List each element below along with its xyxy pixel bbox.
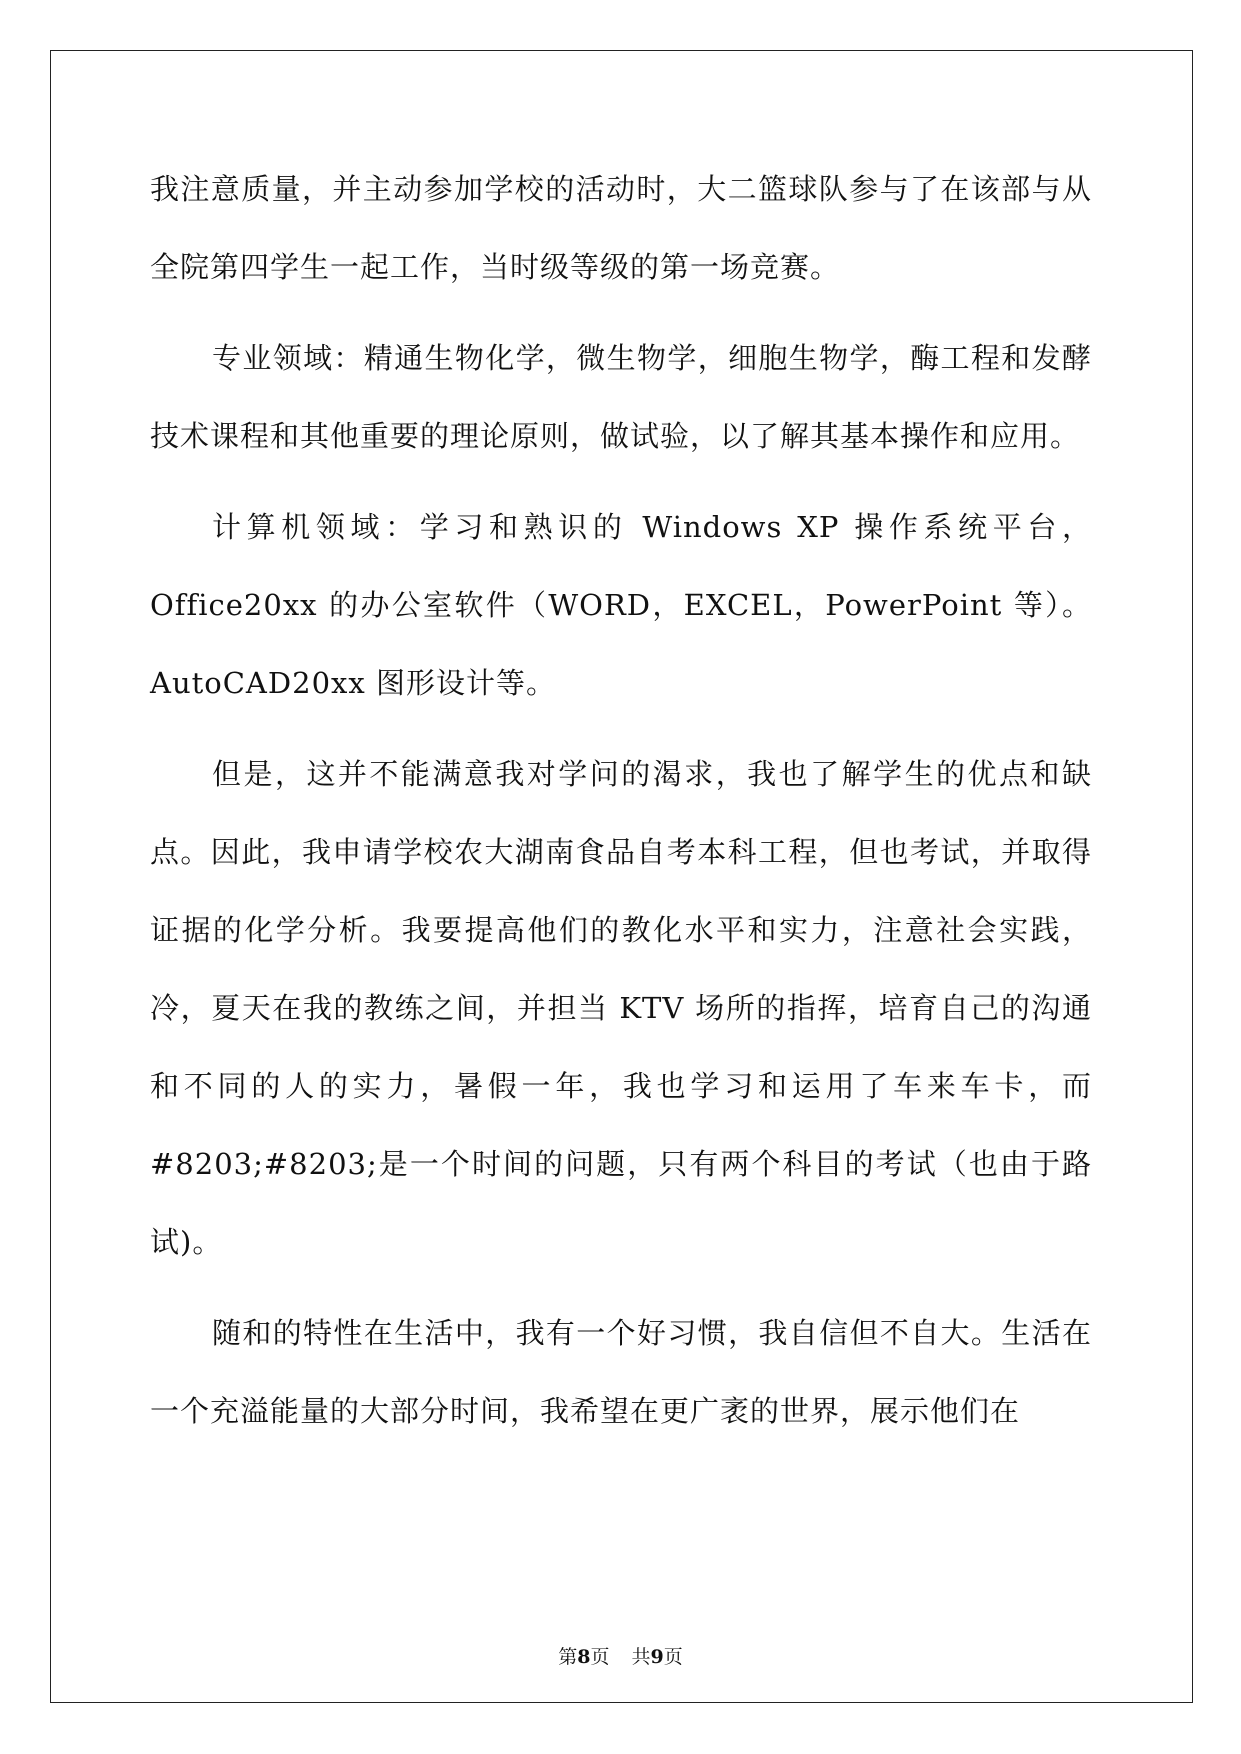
paragraph-activities: 我注意质量，并主动参加学校的活动时，大二篮球队参与了在该部与从全院第四学生一起工作，当时级等级的第一场竞赛。 (150, 172, 1092, 284)
paragraph-personality: 随和的特性在生活中，我有一个好习惯，我自信但不自大。生活在一个充溢能量的大部分时间，我希望在更广袤的世界，展示他们在 (150, 1316, 1092, 1428)
total-page-number: 9 (650, 1646, 664, 1668)
document-body (150, 150, 1092, 1463)
footer-prefix: 第 (558, 1646, 578, 1668)
footer-total-suffix: 页 (663, 1646, 683, 1668)
footer-total-prefix: 共 (631, 1646, 651, 1668)
paragraph-self-study: 但是，这并不能满意我对学问的渴求，我也了解学生的优点和缺点。因此，我申请学校农大湖南食品自考本科工程，但也考试，并取得证据的化学分析。我要提高他们的教化水平和实力，注意社会实践，冷，夏天在我的教练之间，并担当 KTV 场所的指挥，培育自己的沟通和不同的人的实力，暑假一年，我也学习和运用了车来车卡，而#8203;#8203;是一个时间的问题，只有两个科目的考试（也由于路试)。 (150, 757, 1092, 1259)
paragraph-computer-field: 计算机领域：学习和熟识的 Windows XP 操作系统平台，Office20xx 的办公室软件（WORD，EXCEL，PowerPoint 等）。AutoCAD20xx 图形设计等。 (150, 510, 1092, 700)
paragraph-professional-field: 专业领域：精通生物化学，微生物学，细胞生物学，酶工程和发酵技术课程和其他重要的理论原则，做试验，以了解其基本操作和应用。 (150, 341, 1092, 453)
current-page-number: 8 (577, 1646, 591, 1668)
page-footer (0, 1642, 1241, 1669)
footer-page-suffix: 页 (590, 1646, 610, 1668)
